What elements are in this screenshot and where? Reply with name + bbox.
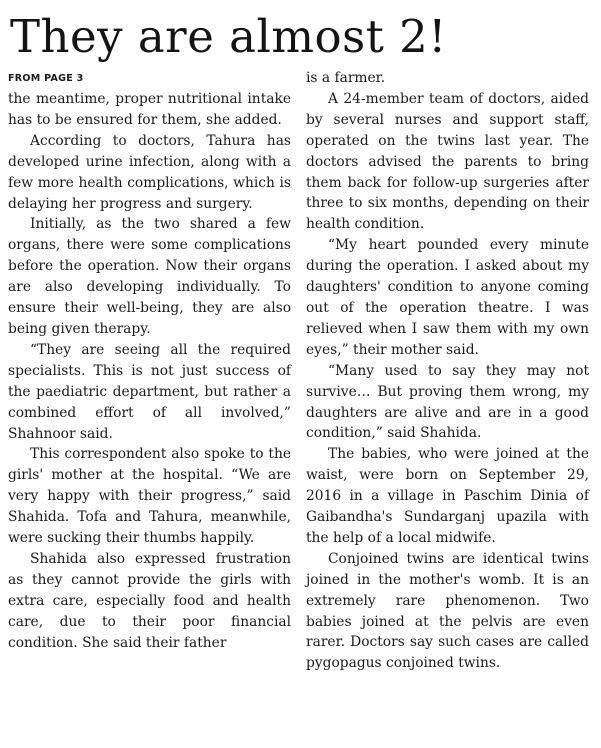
paragraph: A 24-member team of doctors, aided by several nurses and support staff, operated on the twins last year. The doctors advised the parents to bring them back for follow-up surgeries after three to six months, depending on their health condition. [306, 90, 589, 233]
paragraph: the meantime, proper nutritional intake has to be ensured for them, she added. [8, 91, 291, 128]
paragraph: Initially, as the two shared a few organs, there were some complications before the operation. Now their organs are also developing individually. To ensure their well-being, they are also being given therapy. [8, 216, 291, 337]
paragraph: This correspondent also spoke to the girls' mother at the hospital. “We are very happy with their progress,” said Shahida. Tofa and Tahura, meanwhile, were sucking their thumbs happily. [8, 446, 291, 547]
paragraph: According to doctors, Tahura has developed urine infection, along with a few more health complications, which is delaying her progress and surgery. [8, 132, 291, 212]
paragraph: is a farmer. [306, 70, 386, 86]
headline: They are almost 2! [10, 10, 447, 63]
article-column-left [8, 68, 291, 653]
paragraph: The babies, who were joined at the waist, were born on September 29, 2016 in a village in Paschim Dinia of Gaibandha's Sundarganj upazila with the help of a local midwife. [306, 446, 589, 546]
article-column-right [306, 68, 589, 674]
paragraph: Shahida also expressed frustration as they cannot provide the girls with extra care, especially food and health care, due to their poor financial condition. She said their father [8, 550, 291, 651]
paragraph: “They are seeing all the required specialists. This is not just success of the paediatric department, but rather a combined effort of all involved,” Shahnoor said. [8, 341, 291, 442]
continuation-kicker: FROM PAGE 3 [8, 73, 84, 84]
paragraph: “Many used to say they may not survive… But proving them wrong, my daughters are alive and are in a good condition,” said Shahida. [306, 362, 589, 442]
paragraph: Conjoined twins are identical twins joined in the mother's womb. It is an extremely rare phenomenon. Two babies joined at the pelvis are even rarer. Doctors say such cases are called pygopagus conjoined twins. [306, 550, 589, 672]
paragraph: “My heart pounded every minute during the operation. I asked about my daughters' condition to anyone coming out of the operation theatre. I was relieved when I saw them with my own eyes,” their mother said. [306, 237, 589, 358]
